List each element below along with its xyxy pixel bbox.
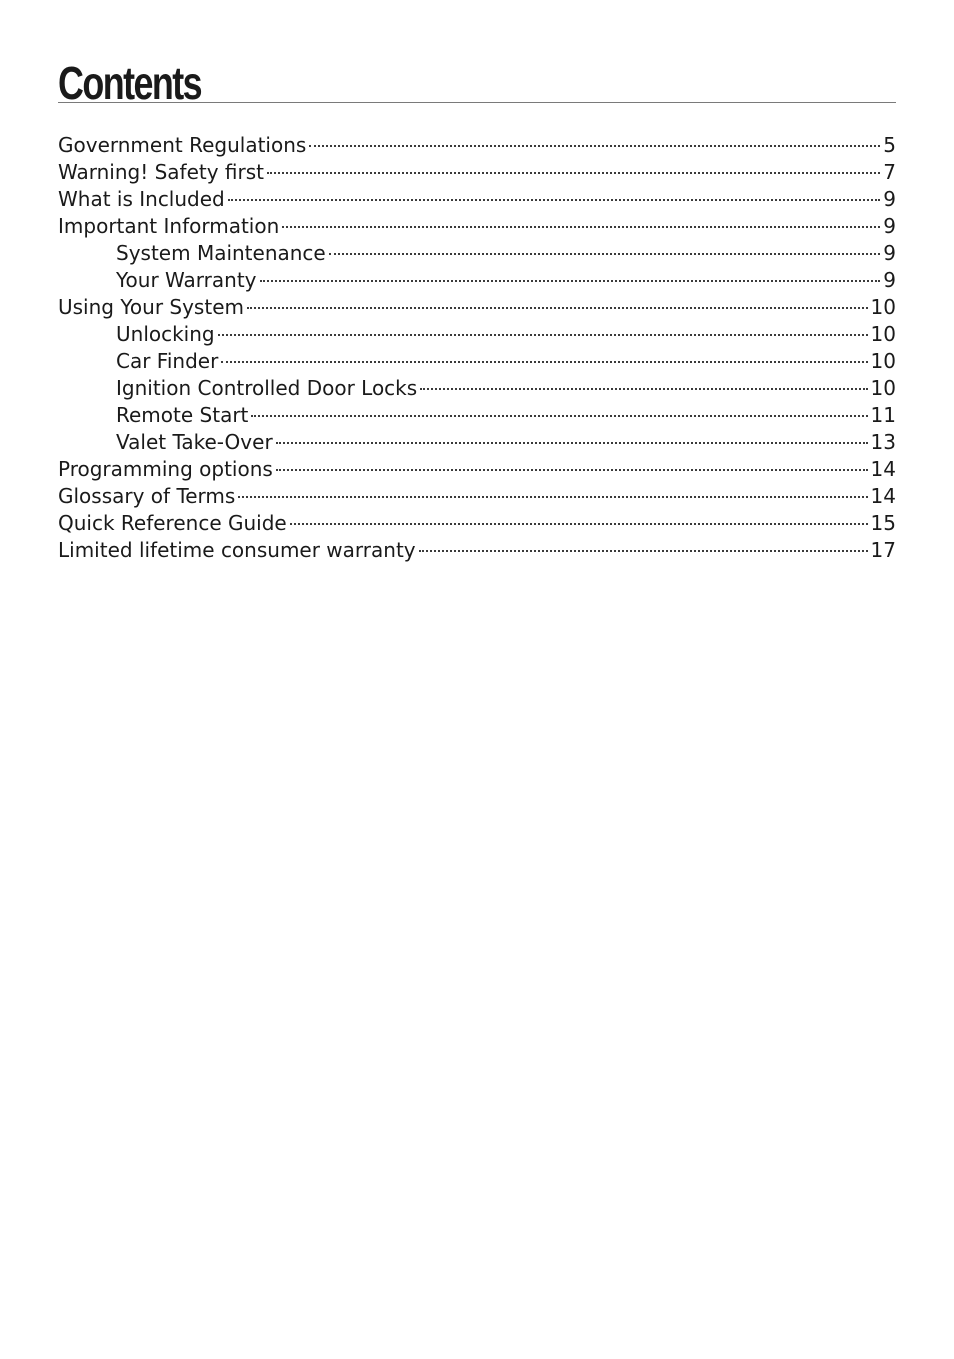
toc-entry-label: Important Information bbox=[58, 214, 280, 238]
toc-entry[interactable] bbox=[58, 186, 896, 213]
toc-entry[interactable] bbox=[58, 132, 896, 159]
toc-entry-page: 10 bbox=[870, 322, 896, 346]
title-row bbox=[58, 52, 896, 109]
toc-entry-page: 17 bbox=[870, 538, 896, 562]
toc-entry-label: Remote Start bbox=[116, 403, 249, 427]
toc-entry-label: Programming options bbox=[58, 457, 273, 481]
toc-entry-page: 10 bbox=[870, 349, 896, 373]
dot-leader bbox=[267, 171, 880, 174]
dot-leader bbox=[276, 441, 868, 444]
toc-entry-page: 5 bbox=[883, 133, 896, 157]
dot-leader bbox=[419, 549, 868, 552]
toc-entry-label: Limited lifetime consumer warranty bbox=[58, 538, 416, 562]
toc-entry-page: 10 bbox=[870, 376, 896, 400]
dot-leader bbox=[309, 144, 880, 147]
toc-subentry[interactable] bbox=[58, 429, 896, 456]
dot-leader bbox=[276, 468, 868, 471]
toc-entry-page: 15 bbox=[870, 511, 896, 535]
toc-subentry[interactable] bbox=[58, 402, 896, 429]
dot-leader bbox=[251, 414, 867, 417]
toc-entry-label: Ignition Controlled Door Locks bbox=[116, 376, 418, 400]
toc-entry-label: Car Finder bbox=[116, 349, 219, 373]
toc-entry-label: Warning! Safety first bbox=[58, 160, 265, 184]
page-title: Contents bbox=[58, 57, 201, 109]
toc-entry-label: What is Included bbox=[58, 187, 225, 211]
dot-leader bbox=[290, 522, 868, 525]
dot-leader bbox=[282, 225, 880, 228]
dot-leader bbox=[247, 306, 868, 309]
dot-leader bbox=[238, 495, 867, 498]
toc-entry[interactable] bbox=[58, 159, 896, 186]
toc-subentry[interactable] bbox=[58, 348, 896, 375]
toc-entry-page: 14 bbox=[870, 457, 896, 481]
toc-entry-label: Valet Take-Over bbox=[116, 430, 273, 454]
toc-entry[interactable] bbox=[58, 294, 896, 321]
dot-leader bbox=[329, 252, 881, 255]
toc-entry-label: System Maintenance bbox=[116, 241, 326, 265]
toc-entry-page: 7 bbox=[883, 160, 896, 184]
table-of-contents bbox=[58, 132, 896, 564]
toc-entry-label: Government Regulations bbox=[58, 133, 307, 157]
toc-entry[interactable] bbox=[58, 456, 896, 483]
toc-subentry[interactable] bbox=[58, 267, 896, 294]
toc-subentry[interactable] bbox=[58, 321, 896, 348]
toc-subentry[interactable] bbox=[58, 240, 896, 267]
dot-leader bbox=[218, 333, 868, 336]
toc-entry-page: 9 bbox=[883, 241, 896, 265]
toc-entry-page: 11 bbox=[870, 403, 896, 427]
toc-entry-label: Your Warranty bbox=[116, 268, 257, 292]
toc-entry-page: 14 bbox=[870, 484, 896, 508]
toc-subentry[interactable] bbox=[58, 375, 896, 402]
toc-entry-page: 9 bbox=[883, 187, 896, 211]
dot-leader bbox=[420, 387, 867, 390]
toc-entry-label: Glossary of Terms bbox=[58, 484, 236, 508]
toc-entry-page: 9 bbox=[883, 214, 896, 238]
toc-entry[interactable] bbox=[58, 483, 896, 510]
toc-entry-label: Quick Reference Guide bbox=[58, 511, 287, 535]
toc-entry-label: Using Your System bbox=[58, 295, 244, 319]
toc-entry[interactable] bbox=[58, 537, 896, 564]
toc-entry[interactable] bbox=[58, 510, 896, 537]
toc-entry-page: 13 bbox=[870, 430, 896, 454]
toc-entry-label: Unlocking bbox=[116, 322, 215, 346]
dot-leader bbox=[228, 198, 881, 201]
dot-leader bbox=[221, 360, 867, 363]
dot-leader bbox=[260, 279, 881, 282]
toc-entry-page: 10 bbox=[870, 295, 896, 319]
toc-entry[interactable] bbox=[58, 213, 896, 240]
toc-entry-page: 9 bbox=[883, 268, 896, 292]
